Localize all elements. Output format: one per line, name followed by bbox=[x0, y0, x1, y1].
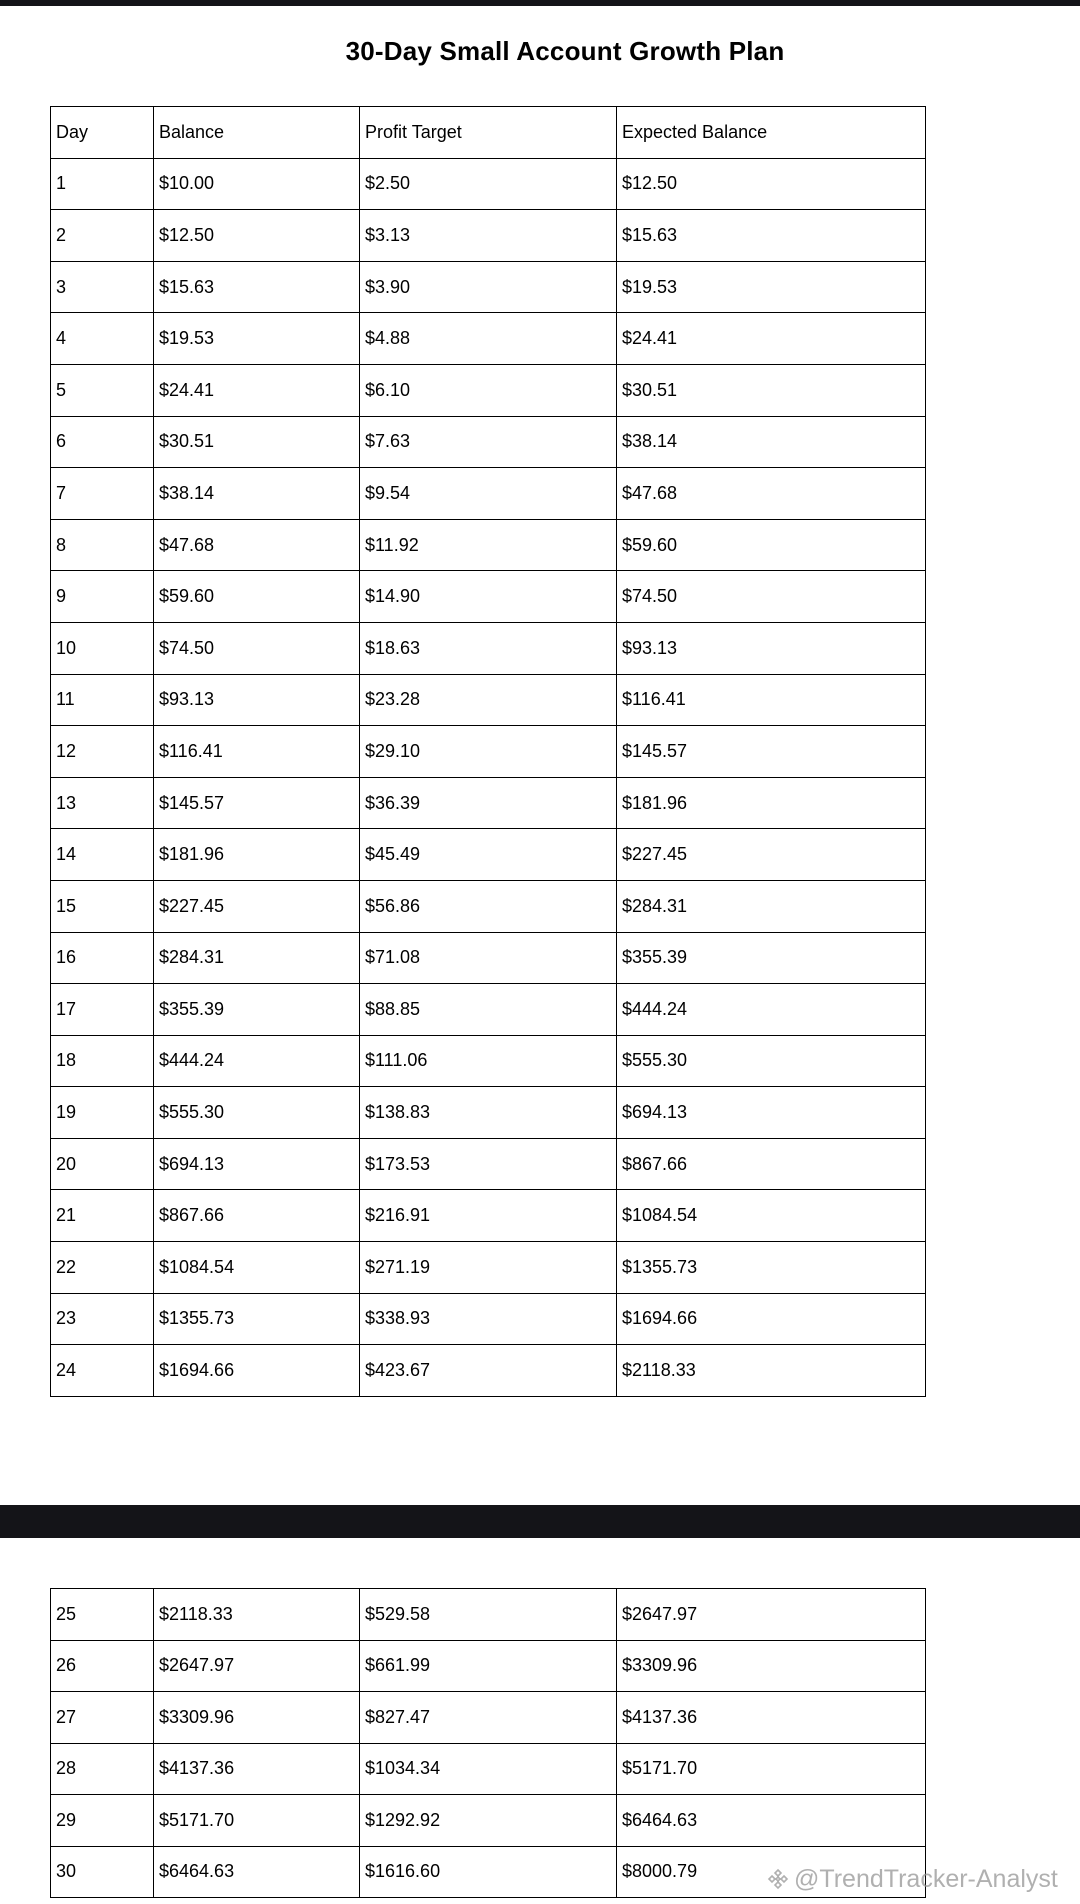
cell-balance: $93.13 bbox=[154, 674, 360, 726]
cell-balance: $38.14 bbox=[154, 468, 360, 520]
cell-day: 2 bbox=[51, 210, 154, 262]
cell-profit-target: $827.47 bbox=[360, 1692, 617, 1744]
cell-expected-balance: $59.60 bbox=[617, 519, 926, 571]
table-row bbox=[51, 1795, 926, 1847]
cell-day: 4 bbox=[51, 313, 154, 365]
cell-balance: $444.24 bbox=[154, 1035, 360, 1087]
table-row bbox=[51, 829, 926, 881]
cell-profit-target: $529.58 bbox=[360, 1589, 617, 1641]
page-title: 30-Day Small Account Growth Plan bbox=[345, 36, 785, 66]
cell-expected-balance: $444.24 bbox=[617, 984, 926, 1036]
cell-expected-balance: $3309.96 bbox=[617, 1640, 926, 1692]
table-row bbox=[51, 210, 926, 262]
growth-table bbox=[50, 106, 926, 1397]
table-row bbox=[51, 364, 926, 416]
cell-profit-target: $3.13 bbox=[360, 210, 617, 262]
header-day: Day bbox=[51, 107, 154, 159]
cell-day: 6 bbox=[51, 416, 154, 468]
table-row bbox=[51, 880, 926, 932]
cell-expected-balance: $6464.63 bbox=[617, 1795, 926, 1847]
cell-profit-target: $216.91 bbox=[360, 1190, 617, 1242]
cell-day: 17 bbox=[51, 984, 154, 1036]
cell-day: 9 bbox=[51, 571, 154, 623]
cell-day: 1 bbox=[51, 158, 154, 210]
cell-profit-target: $14.90 bbox=[360, 571, 617, 623]
cell-balance: $1084.54 bbox=[154, 1242, 360, 1294]
cell-profit-target: $111.06 bbox=[360, 1035, 617, 1087]
cell-day: 27 bbox=[51, 1692, 154, 1744]
cell-balance: $6464.63 bbox=[154, 1846, 360, 1898]
cell-expected-balance: $1694.66 bbox=[617, 1293, 926, 1345]
cell-balance: $227.45 bbox=[154, 880, 360, 932]
cell-day: 29 bbox=[51, 1795, 154, 1847]
cell-day: 19 bbox=[51, 1087, 154, 1139]
cell-day: 20 bbox=[51, 1138, 154, 1190]
cell-profit-target: $138.83 bbox=[360, 1087, 617, 1139]
table-row bbox=[51, 571, 926, 623]
cell-expected-balance: $74.50 bbox=[617, 571, 926, 623]
table-row bbox=[51, 158, 926, 210]
cell-day: 26 bbox=[51, 1640, 154, 1692]
table-row bbox=[51, 1345, 926, 1397]
cell-day: 13 bbox=[51, 777, 154, 829]
cell-balance: $181.96 bbox=[154, 829, 360, 881]
table-row bbox=[51, 726, 926, 778]
table-row bbox=[51, 1087, 926, 1139]
table-row bbox=[51, 1293, 926, 1345]
cell-expected-balance: $12.50 bbox=[617, 158, 926, 210]
table-row bbox=[51, 1743, 926, 1795]
cell-day: 5 bbox=[51, 364, 154, 416]
header-row bbox=[51, 107, 926, 159]
cell-balance: $59.60 bbox=[154, 571, 360, 623]
cell-balance: $10.00 bbox=[154, 158, 360, 210]
cell-profit-target: $11.92 bbox=[360, 519, 617, 571]
cell-expected-balance: $2647.97 bbox=[617, 1589, 926, 1641]
cell-profit-target: $45.49 bbox=[360, 829, 617, 881]
watermark bbox=[766, 1864, 1058, 1894]
cell-profit-target: $1616.60 bbox=[360, 1846, 617, 1898]
cell-profit-target: $3.90 bbox=[360, 261, 617, 313]
cell-expected-balance: $355.39 bbox=[617, 932, 926, 984]
table-row bbox=[51, 261, 926, 313]
cell-expected-balance: $19.53 bbox=[617, 261, 926, 313]
cell-day: 3 bbox=[51, 261, 154, 313]
table-row bbox=[51, 1138, 926, 1190]
cell-profit-target: $4.88 bbox=[360, 313, 617, 365]
cell-profit-target: $661.99 bbox=[360, 1640, 617, 1692]
table-row bbox=[51, 519, 926, 571]
cell-expected-balance: $8000.79 bbox=[617, 1846, 926, 1898]
cell-expected-balance: $145.57 bbox=[617, 726, 926, 778]
binance-logo-icon bbox=[766, 1867, 790, 1891]
cell-day: 12 bbox=[51, 726, 154, 778]
cell-balance: $2118.33 bbox=[154, 1589, 360, 1641]
cell-balance: $116.41 bbox=[154, 726, 360, 778]
cell-balance: $74.50 bbox=[154, 622, 360, 674]
cell-expected-balance: $867.66 bbox=[617, 1138, 926, 1190]
header-balance: Balance bbox=[154, 107, 360, 159]
cell-expected-balance: $4137.36 bbox=[617, 1692, 926, 1744]
table-row bbox=[51, 1190, 926, 1242]
table-row bbox=[51, 416, 926, 468]
cell-expected-balance: $30.51 bbox=[617, 364, 926, 416]
cell-balance: $284.31 bbox=[154, 932, 360, 984]
cell-profit-target: $338.93 bbox=[360, 1293, 617, 1345]
cell-balance: $2647.97 bbox=[154, 1640, 360, 1692]
cell-balance: $1694.66 bbox=[154, 1345, 360, 1397]
cell-balance: $47.68 bbox=[154, 519, 360, 571]
cell-profit-target: $7.63 bbox=[360, 416, 617, 468]
cell-day: 10 bbox=[51, 622, 154, 674]
cell-day: 16 bbox=[51, 932, 154, 984]
cell-expected-balance: $694.13 bbox=[617, 1087, 926, 1139]
cell-day: 18 bbox=[51, 1035, 154, 1087]
table-row bbox=[51, 1242, 926, 1294]
cell-expected-balance: $5171.70 bbox=[617, 1743, 926, 1795]
top-edge-bar bbox=[0, 0, 1080, 6]
cell-profit-target: $173.53 bbox=[360, 1138, 617, 1190]
cell-day: 15 bbox=[51, 880, 154, 932]
growth-table-continued bbox=[50, 1588, 926, 1898]
page-break-bar bbox=[0, 1505, 1080, 1538]
cell-balance: $3309.96 bbox=[154, 1692, 360, 1744]
cell-profit-target: $71.08 bbox=[360, 932, 617, 984]
table-row bbox=[51, 313, 926, 365]
cell-expected-balance: $1084.54 bbox=[617, 1190, 926, 1242]
table-row bbox=[51, 1692, 926, 1744]
cell-profit-target: $88.85 bbox=[360, 984, 617, 1036]
cell-day: 14 bbox=[51, 829, 154, 881]
cell-balance: $1355.73 bbox=[154, 1293, 360, 1345]
cell-balance: $19.53 bbox=[154, 313, 360, 365]
header-profit-target: Profit Target bbox=[360, 107, 617, 159]
cell-day: 8 bbox=[51, 519, 154, 571]
cell-expected-balance: $284.31 bbox=[617, 880, 926, 932]
cell-profit-target: $29.10 bbox=[360, 726, 617, 778]
table-row bbox=[51, 777, 926, 829]
cell-day: 21 bbox=[51, 1190, 154, 1242]
table-row bbox=[51, 468, 926, 520]
cell-balance: $5171.70 bbox=[154, 1795, 360, 1847]
cell-expected-balance: $2118.33 bbox=[617, 1345, 926, 1397]
cell-profit-target: $23.28 bbox=[360, 674, 617, 726]
cell-balance: $145.57 bbox=[154, 777, 360, 829]
cell-expected-balance: $38.14 bbox=[617, 416, 926, 468]
table-row bbox=[51, 1640, 926, 1692]
table-row bbox=[51, 622, 926, 674]
cell-balance: $867.66 bbox=[154, 1190, 360, 1242]
cell-balance: $555.30 bbox=[154, 1087, 360, 1139]
cell-expected-balance: $227.45 bbox=[617, 829, 926, 881]
cell-expected-balance: $116.41 bbox=[617, 674, 926, 726]
table-row bbox=[51, 1589, 926, 1641]
cell-profit-target: $9.54 bbox=[360, 468, 617, 520]
cell-balance: $24.41 bbox=[154, 364, 360, 416]
cell-expected-balance: $24.41 bbox=[617, 313, 926, 365]
cell-profit-target: $1034.34 bbox=[360, 1743, 617, 1795]
cell-profit-target: $1292.92 bbox=[360, 1795, 617, 1847]
cell-profit-target: $423.67 bbox=[360, 1345, 617, 1397]
cell-day: 30 bbox=[51, 1846, 154, 1898]
cell-day: 24 bbox=[51, 1345, 154, 1397]
cell-expected-balance: $93.13 bbox=[617, 622, 926, 674]
cell-balance: $4137.36 bbox=[154, 1743, 360, 1795]
cell-expected-balance: $1355.73 bbox=[617, 1242, 926, 1294]
cell-balance: $15.63 bbox=[154, 261, 360, 313]
cell-profit-target: $6.10 bbox=[360, 364, 617, 416]
cell-profit-target: $36.39 bbox=[360, 777, 617, 829]
table-row bbox=[51, 1035, 926, 1087]
table-row bbox=[51, 674, 926, 726]
cell-profit-target: $18.63 bbox=[360, 622, 617, 674]
cell-balance: $12.50 bbox=[154, 210, 360, 262]
cell-balance: $30.51 bbox=[154, 416, 360, 468]
cell-expected-balance: $181.96 bbox=[617, 777, 926, 829]
cell-profit-target: $271.19 bbox=[360, 1242, 617, 1294]
cell-balance: $355.39 bbox=[154, 984, 360, 1036]
cell-expected-balance: $47.68 bbox=[617, 468, 926, 520]
cell-profit-target: $56.86 bbox=[360, 880, 617, 932]
watermark-text: @TrendTracker-Analyst bbox=[794, 1864, 1058, 1893]
cell-balance: $694.13 bbox=[154, 1138, 360, 1190]
cell-day: 23 bbox=[51, 1293, 154, 1345]
table-row bbox=[51, 984, 926, 1036]
cell-profit-target: $2.50 bbox=[360, 158, 617, 210]
cell-day: 7 bbox=[51, 468, 154, 520]
cell-day: 28 bbox=[51, 1743, 154, 1795]
cell-day: 11 bbox=[51, 674, 154, 726]
cell-expected-balance: $15.63 bbox=[617, 210, 926, 262]
cell-day: 22 bbox=[51, 1242, 154, 1294]
table-row bbox=[51, 932, 926, 984]
cell-expected-balance: $555.30 bbox=[617, 1035, 926, 1087]
header-expected-balance: Expected Balance bbox=[617, 107, 926, 159]
cell-day: 25 bbox=[51, 1589, 154, 1641]
